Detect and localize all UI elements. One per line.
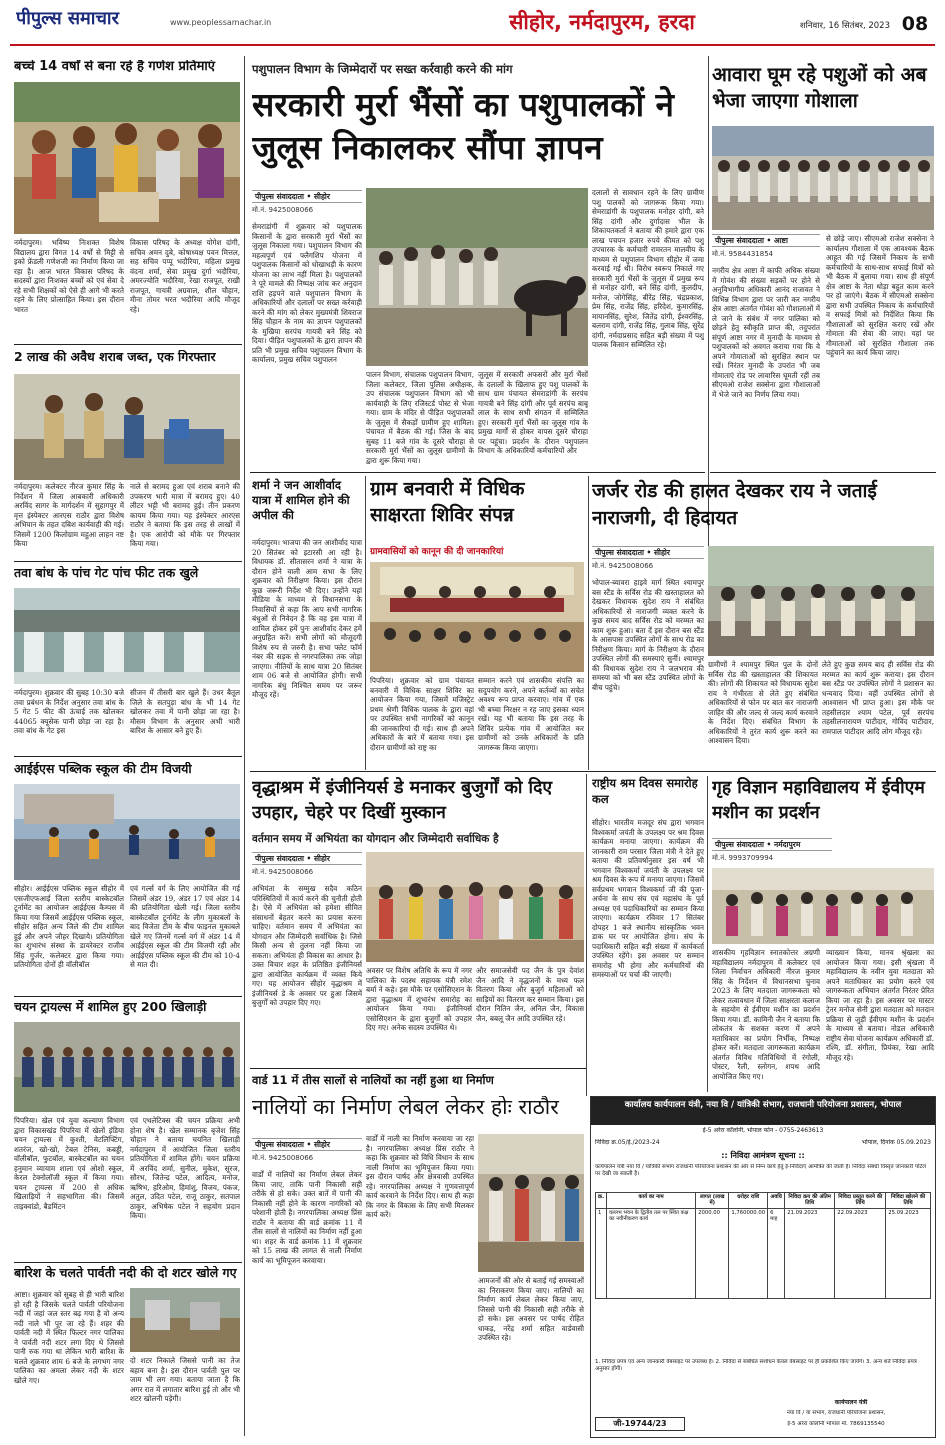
ganesh-photo	[14, 82, 240, 234]
masthead-logo	[16, 6, 166, 32]
ad-signer: कार्यपालन यंत्री	[834, 1399, 868, 1406]
liquor-photo	[14, 374, 240, 480]
home-sci-byline: पीपुल्स संवाददाता • नर्मदापुरम	[712, 838, 832, 851]
stray-photo	[712, 126, 934, 230]
home-sci-mobile: मो.नं. 9993709994	[712, 854, 774, 862]
dam-photo	[14, 588, 240, 684]
masthead-date: शनिवार, 16 सितंबर, 2023	[799, 21, 890, 31]
drains-body-col1: वार्डों में नालियों का निर्माण लेबल लेकर किया जाए, ताकि पानी निकासी सही तरीके से हो सके। उक्त बातें में पानी की निकासी नहीं होने के कारण नागरिकों को परेशानी होती है। नगरपालिका अध्यक्ष प्रिंस राठौर ने बताया की वार्ड क्रमांक 11 में तीस सालों से नालियों का निर्माण नहीं हुआ था। शहर के वार्ड क्रमांक 11 में शुक्रवार को 15 लाख की लागत से नाली निर्माण कार्य का भूमिपूजन करवाया।	[252, 1170, 362, 1265]
story-divider	[14, 1262, 242, 1263]
ad-table-cell: 1,760000.00	[729, 1208, 768, 1298]
ad-table-header: कार्य का नाम	[607, 1193, 696, 1209]
stray-body-col2: से छोड़े जाए। सीएमओ राजेश सक्सेना ने कार्यालय गौशाला में एक आवश्यक बैठक आहूत की गई जिसमें निकाय के सभी कर्मचारियों के साथ-साथ सफाई मित्रों को भी बैठक में बुलाया गया। साथ ही संपूर्ण क्षेत्र आष्टा के नेता थोड़ा बहुत काम करने पर हो जाएंगे। बैठक में सीएमओ सक्सेना द्वारा सभी उपस्थित निकाय के कर्मचारियों व सफाई मित्रों को निर्देशित किया कि गौशालाओं को सुरक्षित कराए रखें और गोमाता की सेवा की जाए। यहां पर गौमाताओं को सुरक्षित गौशाला तक पहुंचाने का कार्य किया जाए।	[826, 234, 934, 357]
column-divider	[586, 774, 587, 1096]
column-divider	[365, 476, 366, 770]
oldage-photo	[366, 852, 584, 962]
ganesh-body-col2: विकास परिषद के अध्यक्ष योगेश दांगी, सचिव अमन दुबे, कोषाध्यक्ष पवन मित्तल, सह सचिव पप्पू भदौरिया, महिला प्रमुख वंदना शर्मा, सेवा प्रमुख दुर्गा भदौरिया, अमरज्योति भदौरिया, रेखा राजपूत, राखी राजपूत, गायत्री अग्रवाल, शील चौहान, मीना तोमर भरत भदौरिया आदि मौजूद रहे।	[130, 238, 240, 314]
road-byline: पीपुल्स संवाददाता • सीहोर	[592, 546, 704, 559]
ad-notice-title: :: निविदा आमंत्रण सूचना ::	[721, 1151, 805, 1160]
trials-photo	[14, 1022, 240, 1112]
legal-subheadline: ग्रामवासियों को कानून की दी जानकारियां	[370, 547, 504, 557]
river-headline: बारिश के चलते पार्वती नदी की दो शटर खोले गए	[14, 1266, 237, 1280]
stray-byline: पीपुल्स संवाददाता • आष्टा	[712, 234, 820, 247]
oldage-mobile: मो.नं. 9425008066	[252, 868, 314, 876]
story-divider	[250, 771, 936, 772]
road-photo	[708, 546, 934, 656]
lead-body-col1: सेमराडांगी में शुक्रवार को पशुपालक किसानों के द्वारा सरकारी मुर्रा भैंसों का जुलूस निकाला गया। पशुपालन विभाग की महत्वपूर्ण एवं फ्लैगशिप योजना में पशुपालक किसानों को धोखाधड़ी के कारण योजना का लाभ नहीं मिला है। पशुपालकों ने पूरे मामले की निष्पक्ष जांच कर अनुदान राशि हड़पने वाले पशुपालन विभाग के अधिकारियों और दलालों पर सख्त कर्रवाही करने की मांग को लेकर मुख्यमंत्री शिवराज सिंह चौहान के नाम का ज्ञापन पशुपालकों के मुखिया सरपंच गायत्री बने सिंह को दिया। पीड़ित पशुपालकों के द्वारा ज्ञापन की प्रति भी प्रमुख सचिव पशुपालन विभाग के कार्यालय, प्रमुख सचिव पशुपालन	[252, 222, 362, 364]
ad-signer-addr: ई-5 अरेरा कॉलोनी भोपाल मो. 7869135540	[787, 1421, 885, 1427]
logo-text: पीपुल्स समाचार	[16, 8, 119, 29]
trials-headline: चयन ट्रायल्स में शामिल हुए 200 खिलाड़ी	[14, 1000, 207, 1014]
ad-signer-org: नया वि / यां संभाग, राजधानी परियोजना प्रशासन,	[786, 1410, 886, 1416]
dam-headline: तवा बांध के पांच गेट पांच फीट तक खुले	[14, 566, 199, 580]
labour-body: सीहोर। भारतीय मजदूर संघ द्वारा भगवान विश्वकर्मा जयंती के उपलक्ष्य पर श्रम दिवस कार्यक्रम मनाया जाएगा। कार्यक्रम की जानकारी राम परसार जिला मंत्री ने देते हुए बताया की प्रतिवर्षानुसार इस वर्ष भी भगवान विश्वकर्मा जयंती के उपलक्ष्य पर श्रम दिवस के रूप में मनाया जाएगा। जिसमें सर्वप्रथम भगवान विश्वकर्मा जी की पूजा-अर्चना के साथ संघ एवं महासंघ के पूर्व अध्यक्ष एवं पदाधिकारियों का सम्मान किया जाएगा। कार्यक्रम रविवार 17 सितंबर दोपहर 1 बजे स्थानीय सांस्कृतिक भवन डाक घर पर आयोजित होगा। संघ के पदाधिकारी सहित बड़ी संख्या में कार्यकर्ता उपस्थित रहेंगे। इस अवसर पर सम्मान समारोह भी होगा और कर्मचारियों की समस्याओं पर चर्चा की जाएगी।	[592, 818, 704, 979]
oldage-body-col2: अवसर पर विशेष अतिथि के रूप में नगर पालिका के पदस्थ सहायक यंत्री रमेश बर्मा ने कहे। इस मौके पर एसोसिएशन के द्वारा वृद्धाश्रम में शुभारंभ समारोह का आयोजन किया गया। इंजीनियर्स एसोसिएशन के द्वारा बुजुर्गों को उपहार दिए गए। अनेक सदस्य उपस्थित थे।	[366, 966, 472, 1032]
oldage-headline: वृद्धाश्रम में इंजीनियर्स डे मनाकर बुजुर्गों को दिए उपहार, चेहरे पर दिखीं मुस्कान	[252, 778, 553, 823]
labour-headline: राष्ट्रीय श्रम दिवस समारोह कल	[592, 776, 698, 806]
road-mobile: मो.नं. 9425008066	[592, 562, 654, 570]
trials-body-col2: एवं एथलेटिक्स की चयन प्रक्रिया अभी होना शेष है। खेल सम्मानक बृजेश सिंह चौहान ने बताया चयनित खिलाड़ी नर्मदापुरम में आयोजित जिला स्तरीय प्रतियोगिता में शामिल होंगे। चयन प्रक्रिया में अरविंद शर्मा, सुनील, मुकेश, सूरज, सौरभ, जितेन्द्र पटेल, आदित्य, मनोज, ऋषिभ, हरिओम, हिमांशु, विजय, पंकज, अतुल, उदित पटेल, राजू ठाकुर, सतपाल ठाकुर, अभिषेक पटेल ने सहयोग प्रदान किया।	[130, 1116, 240, 1220]
ad-table-cell: 6 माह	[768, 1208, 785, 1298]
road-headline: जर्जर रोड की हालत देखकर राय ने जताई नाराजगी, दी हिदायत	[592, 480, 877, 529]
stray-mobile: मो.नं. 9584431854	[712, 250, 774, 258]
drains-body-col3: आमजनों की ओर से बताई गई समस्याओं का निराकरण किया जाए। नालियों का निर्माण कार्य लेबल लेकर किया जाए, जिससे पानी की निकासी सही तरीके से हो सके। इस अवसर पर पार्षद रोहित धाकड़, नरेंद्र शर्मा सहित वार्डवासी उपस्थित रहे।	[478, 1276, 584, 1342]
story-divider	[14, 344, 242, 345]
ad-table-cell: 22.09.2023	[835, 1208, 886, 1298]
liquor-headline: 2 लाख की अवैध शराब जब्त, एक गिरफ्तार	[14, 350, 216, 364]
story-divider	[14, 756, 242, 757]
dam-body-col1: नर्मदापुरम। शुक्रवार की सुबह 10:30 बजे तवा प्रबंधन के निर्देश अनुसार तवा बांध के 5 गेट 5 फीट की ऊंचाई तक खोलकर 44065 क्यूसेक पानी छोड़ा जा रहा है। तवा बांध के गेट इस	[14, 688, 124, 735]
stray-headline: आवारा घूम रहे पशुओं को अब भेजा जाएगा गोशाला	[712, 63, 927, 113]
drains-photo	[478, 1134, 584, 1272]
ies-body-col1: सीहोर। आईईएस पब्लिक स्कूल सीहोर में एसजीएफआई जिला स्तरीय बास्केटबॉल टूर्नामेंट का आयोजन आईईएस कैम्पस में किया गया जिसमें आईईएस पब्लिक स्कूल, सीहोर सहित अन्य जिले की टीम शामिल हुई और अपने जौहर दिखाये। प्रतियोगिता का शुभारंभ संस्था के डायरेक्टर राजीव सिंह गुर्जर, कलेक्टर द्वारा किया गया। प्रतियोगिता दोनों ही वॉलीबॉल	[14, 884, 124, 969]
ad-table-cell: 1	[596, 1208, 607, 1298]
drains-byline: पीपुल्स संवाददाता • सीहोर	[252, 1138, 362, 1151]
lead-headline: सरकारी मुर्रा भैंसों का पशुपालकों ने जुलूस निकालकर सौंपा ज्ञापन	[252, 85, 674, 167]
lead-mobile: मो.नं. 9425008066	[252, 206, 314, 214]
column-divider	[244, 56, 245, 1436]
river-body-col1: आष्टा। शुक्रवार को सुबह से ही भारी बारिश हो रही है जिसके चलते पार्वती परियोजना नदी में जहां जल स्तर बढ़ गया है वो अन्य नदी नाले भी पूर जा रहे हैं। शहर की पार्वती नदी में स्थित फिल्टर नगर पालिका ने पार्वती नदी शटर लगा दिए थे जिससे पानी रुक गया था लेकिन भारी बारिश के चलते शुक्रवार शाम 6 बजे के लगभग नगर पालिका का अमला लेकर नदी के शटर खोले गए।	[14, 1290, 124, 1385]
masthead-url[interactable]: www.peoplessamachar.in	[170, 18, 272, 27]
lead-photo	[366, 188, 588, 366]
home-sci-headline: गृह विज्ञान महाविद्यालय में ईवीएम मशीन का प्रदर्शन	[712, 778, 925, 823]
river-photo	[130, 1288, 240, 1352]
sharma-headline: शर्मा ने जन आशीर्वाद यात्रा में शामिल होने की अपील की	[252, 478, 350, 522]
ganesh-body-col1: नर्मदापुरम। भविष्य निःशक्त विशेष विद्यालय द्वारा विगत 14 वर्षों से मिट्टी से इको फ्रेंडली गणेशजी का निर्माण किया जा रहा है। आज भारत विकास परिषद के सदस्यों द्वारा निःशक्त बच्चों को एवं सेवा दे रहे सभी शिक्षकों को ऐसे ही आगे भी करते रहने के लिए प्रोत्साहित किया। इस दौरान भारत	[14, 238, 124, 314]
ad-intro: कार्यपालन यंत्री नया वि / यांत्रिकी संभाग राजधानी परियोजना प्रशासन की ओर से निम्न कार्य हेतु ई-निविदाएं आमंत्रित की जाती हैं। निविदा संबंधी विस्तृत जानकारी पोर्टल पर देखी जा सकती है।	[595, 1164, 927, 1177]
story-divider	[14, 996, 242, 997]
stray-body-col1: नगरीय क्षेत्र आष्टा में काफी अधिक संख्या में गोवंश की संख्या सड़कों पर होने से अनुविभागीय अधिकारी आनंद राजावत ने विभिन्न विभाग द्वारा पर जारी कर नगरीय क्षेत्र आष्टा अंतर्गत गोवंश को गौशालाओं में ले जाने के संबंध में नगर पालिका को छोड़ने हेतु स्वीकृति प्राप्त की, तदुपरांत संपूर्ण आष्टा नगर में मुनादी के माध्यम से पशुपालकों को अवगत कराया गया कि वे अपने गोमाताओं को सुरक्षित स्थान पर रखें। निरंतर मुनादी के उपरांत भी जब गोमाताएं रोड पर लावारिस घूमती रहीं तब सीएमओ राजेश सक्सेना द्वारा गौशालाओं में भेजे जाने का निर्णय लिया गया।	[712, 266, 820, 399]
column-divider	[588, 476, 589, 770]
ad-table-cell: 21.09.2023	[785, 1208, 835, 1298]
masthead-rule	[10, 44, 935, 46]
legal-body-col2: सम्मान करने एवं शासकीय संपत्ति का सदुपयोग करने, अपने कर्तव्यों का सचेत अवश्य रूप प्राप्त करवाए। गांव में एक भी बच्चा निरक्षर न रह जाए इसका ध्यान रखें। यह भी बताया कि इस तरह के शिविर प्रत्येक गांव में आयोजित कर ग्रामीणों को उनके अधिकारों के प्रति जागरूक किया जाएगा।	[478, 676, 584, 752]
road-body-col3: लेते हुए कुछ समय बाद ही सर्विस रोड की मरम्मत का कार्य शुरू कराया। इस दौरान बस स्टैंड पर उपस्थित लोगों ने प्रशासन का धन्यवाद दिया। वहीं उपस्थित लोगों से आश्वासन भी प्राप्त हुआ। इस मौके पर तहसीलदार श्याम पटेल, पूर्व सरपंच तहसीलनारायण पाटीदार, गोविंद पाटीदार, रामपाल पाटीदार आदि लोग मौजूद रहे।	[822, 660, 934, 736]
drains-body-col2: वार्डों में नाली का निर्माण करवाया जा रहा है। नगरपालिका अध्यक्ष प्रिंस राठौर ने कहा कि शुक्रवार को विधि विधान के साथ नाली निर्माण का भूमिपूजन किया गया। इस दौरान पार्षद और क्षेत्रवासी उपस्थित रहे। नगरपालिका अध्यक्ष ने गुणवत्तापूर्ण कार्य करवाने के निर्देश दिए। साथ ही कहा कि नगर के विकास के लिए सभी मिलकर कार्य करें।	[366, 1134, 474, 1219]
ies-body-col2: एवं गर्ल्स वर्ग के लिए आयोजित की गई जिसमें अंडर 19, अंडर 17 एवं अंडर 14 की प्रतियोगिता खेली गई। जिला स्तरीय बास्केटबॉल टूर्नामेंट के लीग मुकाबलों के बाद विजेता टीम के बीच फाइनल मुकाबले खेले गए जिनमें गर्ल्स वर्ग में अंडर 14 में आईईएस स्कूल की टीम विजयी रही और आईईएस पब्लिक स्कूल की टीम को 10-4 से मात दी।	[130, 884, 240, 969]
home-sci-body-col2: व्याख्यान किया, मानव श्रृंखला का आयोजन किया गया। इसी श्रृंखला में महाविद्यालय के नवीन युवा मतदाता को अपने मताधिकार का प्रयोग करने एवं जागरूकता अभियान अंतर्गत निरंतर प्रेरित किया जा रहा है। इस अवसर पर मास्टर ट्रेनर मनोज सेनी द्वारा मतदाता को मतदान प्रक्रिया से जुड़ी ईवीएम मशीन के प्रदर्शन के माध्यम से बताया। नोडल अधिकारी राष्ट्रीय सेवा योजना कार्यक्रम अधिकारी डॉ. रश्मि, डॉ. संगीता, प्रियंका, रेखा आदि मौजूद रहे।	[826, 948, 934, 1062]
ad-table-header: निविदा खोलने की तिथि	[886, 1193, 931, 1209]
road-body-col1: भोपाल-ब्यावरा हाइवे मार्ग स्थित श्यामपुर बस स्टैंड के सर्विस रोड की खस्ताहालत को देखकर विधायक सुदेश राय ने संबंधित अधिकारियों से नाराजगी व्यक्त करने के कुछ समय बाद सर्विस रोड को मरम्मत का काम शुरू हुआ। बता दें इस दौरान बस स्टैंड के आसपास उपस्थित लोगों के साथ रोड का निरीक्षण किया। मार्ग के निरीक्षण के दौरान उपस्थित लोगों की समस्याएं सुनीं। श्यामपुर की विधायक सुदेश राय ने जलभराव की समस्या को भी बस स्टैंड उपस्थित लोगों के बीच पहुंचे।	[592, 578, 704, 692]
lead-body-col2: पालन विभाग, संचालक पशुपालन विभाग, जिला कलेक्टर, जिला पुलिस अधीक्षक, उप संचालक पशुपालन विभाग को भी कार्यवाही के लिए रजिस्टर्ड पोस्ट से भेजा गया। ग्राम के मंदिर से पीड़ित पशुपालकों के जुलूस में सैकड़ों ग्रामीण हुए शामिल। पंचायत में बैठक की गई। जिस के बाद सुबह 11 बजे गांव के दूसरे चौराहा से सरकारी मुर्रा भैंसों का जुलूस ग्रामीणों के द्वारा शुरू किया गया।	[366, 370, 474, 465]
lead-byline: पीपुल्स संवाददाता • सीहोर	[252, 190, 362, 203]
ad-table-header: निविदा प्रस्तुत करने की तिथि	[835, 1193, 886, 1209]
story-divider	[250, 472, 705, 473]
road-body-col2: ग्रामीणों ने श्यामपुर स्थित पुल के दोनों सर्विस रोड की खस्ताहालत की शिकायत की। लोगों की शिकायत को विधायक सुदेश राय ने गंभीरता से लेते हुए संबंधित अधिकारियों से फोन पर बात कर नाराजगी जाहिर की और जल्द से जल्द कार्य करवाने के निर्देश दिए। संबंधित विभाग के अधिकारियों ने तुरंत कार्य शुरू करने का आश्वासन दिया।	[708, 660, 818, 745]
ad-table	[595, 1192, 931, 1352]
ad-table-header: अवधि	[768, 1193, 785, 1209]
table-row	[596, 1208, 931, 1298]
story-divider	[14, 561, 242, 562]
oldage-body-col1: अभियंता के सम्मुख सदैव कठिन परिस्थितियों में कार्य करने की चुनौती होती है। ऐसे में अभियंता को हमेशा सीमित संसाधनों बेहतर करने का प्रयास करना चाहिए। वर्तमान समय में अभियंता का योगदान और जिम्मेदारी सर्वाधिक है। जिसे किसी अन्य से तुलना नहीं किया जा सकता। अभियंता ही विकास का आधार है। उक्त विचार शहर के प्रतिष्ठित इंजीनियर्स द्वारा आयोजित कार्यक्रम में व्यक्त किये गए। यह आयोजन सीहोर वृद्धाश्रम में इंजीनियर्स डे के अवसर पर हुआ जिसमें बुजुर्गों को उपहार दिए गए।	[252, 884, 362, 1007]
ad-table-header-row	[596, 1193, 931, 1209]
trials-body-col1: पिपरिया। खेल एवं युवा कल्याण विभाग द्वारा विकासखंड पिपरिया में खेलों इंडिया चयन ट्रायल्स में कुश्ती, वेटलिफ्टिंग, शतरंज, खो-खो, टेबल टेनिस, कबड्डी, वॉलीबॉल, फुटबॉल, बास्केटबॉल का चयन हनुमान व्यायाम शाला एवं ओशो स्कूल, केरल टेक्नोलॉजी स्कूल में किया गया। चयन ट्रायल्स में 200 से अधिक खिलाड़ियों ने सहभागिता की। जिसमें ताइक्वांडो, बैडमिंटन	[14, 1116, 124, 1211]
ganesh-headline: बच्चे 14 वर्षों से बना रहे है गणेश प्रतिमाएं	[14, 60, 215, 74]
ad-table-cell: वल्लभ भवन के द्वितीय तल पर स्थित कक्ष का नवीनीकरण कार्य	[607, 1208, 696, 1298]
lead-body-col4: दलालों से सावधान रहने के लिए ग्रामीण पशु पालकों को जागरूक किया गया। सेमराडांगी के पशुपालक मनोहर दांगी, बने सिंह दांगी और दुर्गादास भील के शिकायतकर्ता ने बताया की हमारे द्वारा एक लाख पचपन हजार रुपये कीमत को पशु उपचारक के कर्मचारी रामरतन मालवीय के माध्यम से पशुपालन विभाग सीहोर में जमा करवाई गई थी। विरोध स्वरूप निकाले गए सरकारी मुर्रा भैंसों के जुलूस में प्रमुख रूप से मनोहर दांगी, बने सिंह दांगी, कुलदीप, मनोज, जोगेसिंह, बीरेंद्र सिंह, चंद्रप्रकाश, प्रेम सिंह, राजेंद्र सिंह, हरिदेश, कुमारसिंह, मायानसिंह, सुरेश, जितेंद्र दांगी, ईश्वरसिंह, बलराम दांगी, राजेंद्र सिंह, गुलाब सिंह, सुरेंद्र दांगी, नर्मदाप्रसाद सहित बड़ी संख्या में पशु पालक किसान सम्मिलित रहे।	[592, 188, 704, 349]
drains-mobile: मो.नं. 9425008066	[252, 1154, 314, 1162]
story-divider	[250, 1068, 586, 1069]
ad-title: कार्यालय कार्यपालन यंत्री, नया वि / यांत्रिकी संभाग, राजधानी परियोजना प्रशासन, भोपाल	[591, 1097, 935, 1125]
lead-kicker: पशुपालन विभाग के जिम्मेदारों पर सख्त कर्रवाही करने की मांग	[252, 62, 513, 76]
liquor-body-col2: नाले से बरामद हुआ एवं शराब बनाने की उपकरण भारी मात्रा में बरामद हुए। 40 लीटर भट्टी भी बरामद हुई। तीन प्रकरण कायम किया गया। यह इंस्पेक्टर आरएस राठौर ने बताया कि इस तरह से लाखों में है। एक आरोपी को मौके पर गिरफ्तार किया गया।	[130, 482, 240, 548]
ad-table-header: लागत (लाख में)	[696, 1193, 729, 1209]
oldage-body-col3: और समाजसेवी पद जैन के पुत्र देवांश जैन आदि ने वृद्धजनों के मध्य फल वितरण किया और बुजुर्ग महिलाओं को साड़ियों का वितरण कर सम्मान किया। इस दौरान नितिन जैन, अनिल जैन, विकास जैन, बबलू जैन आदि उपस्थित रहे।	[476, 966, 584, 1023]
home-sci-body-col1: शासकीय गृहविज्ञान स्नातकोत्तर अग्रणी महाविद्यालय नर्मदापुरम में कलेक्टर एवं जिला निर्वाचन अधिकारी नीरज कुमार सिंह के निर्देशन में विधानसभा चुनाव 2023 के लिए मतदाता जागरूकता को लेकर तत्वावधान में जिला साक्षरता कलाज के सहयोग से ईवीएम मशीन का प्रदर्शन किया गया। डॉ. कामिनी जैन ने बताया कि लोकतंत्र के सशक्त करण में अपने मताधिकार का प्रयोग निर्भीक, निष्पक्ष होकर करें। मतदाता जागरूकता कार्यक्रम अंतर्गत विविध गतिविधियों में रंगोली, पोस्टर, रैली, स्लोगन, शपथ आदि आयोजित किए गए।	[712, 948, 820, 1081]
column-divider	[707, 776, 708, 1092]
ad-subline: ई-5 अरेरा कॉलोनी, भोपाल फोन - 0755-2463613	[702, 1127, 824, 1134]
home-sci-photo	[712, 868, 934, 944]
ad-table-cell: 2000.00	[696, 1208, 729, 1298]
ad-code: जी-19744/23	[595, 1417, 685, 1431]
drains-headline: नालियों का निर्माण लेबल लेकर होः राठौर	[252, 1096, 559, 1119]
ies-headline: आईईएस पब्लिक स्कूल की टीम विजयी	[14, 762, 192, 776]
ad-table-header: क्र.	[596, 1193, 607, 1209]
sharma-body: नर्मदापुरम। भाजपा की जन आशीर्वाद यात्रा 20 सितंबर को इटारसी आ रही है। विधायक डॉ. सीतासरन शर्मा ने यात्रा के दौरान होने वाली आम सभा के लिए शुक्रवार को निरीक्षण किया। इस दौरान कुछ जरूरी निर्देश भी दिए। उन्होंने यहां मीडिया के माध्यम से विधानसभा के निवासियों से कहा कि आप सभी नागरिक बंधुओं से निवेदन है कि वह इस यात्रा में शामिल होकर हमें पुनः आशीर्वाद देकर हमें अनुग्रहित करें। सभी लोगों को मौजूदगी विशेष रुप से जरुरी है। सभा फ्लेट फॉर्म नंबर की सड़क से नगरपालिका तक जोड़ा जाएगा। नीतियों के साथ यात्रा 20 सितंबर शाम 06 बजे से आयोजित होगी। सभी नागरिक बंधु निश्चित समय पर जरूर मौजूद रहें।	[252, 538, 362, 699]
ad-table-header: धरोहर राशि	[729, 1193, 768, 1209]
ies-photo	[14, 784, 240, 880]
ad-date: भोपाल, दिनांक 05.09.2023	[861, 1139, 931, 1146]
masthead	[0, 0, 945, 48]
ad-table-cell: 25.09.2023	[886, 1208, 931, 1298]
page-number: 08	[901, 13, 929, 35]
dam-body-col2: सीजन में तीसरी बार खुले हैं। उधर बैतूल जिले के सतपुड़ा बांध के भी 14 गेट खोलकर तवा में पानी छोड़ा जा रहा है। मौसम विभाग के अनुसार अभी भारी बारिश के आसार बने हुए हैं।	[130, 688, 240, 735]
legal-headline: ग्राम बनवारी में विधिक साक्षरता शिविर संपन्न	[370, 478, 525, 527]
tender-notice-ad	[590, 1096, 936, 1438]
legal-body-col1: पिपरिया। शुक्रवार को ग्राम पंचायत बनवारी में विधिक साक्षर शिविर का आयोजन किया गया, जिसमें मजिस्ट्रेट प्रथम श्रेणी विधिक पालक के द्वारा वहां पर उपस्थित सभी नागरिकों को कानून की जानकारियां दी गई। साथ ही अपने अधिकारों के बारे में बताया गया। इस दौरान ग्रामीणों को राष्ट्र का	[370, 676, 474, 752]
ad-notice-no: निविदा क्र.05/ई./2023-24	[595, 1139, 660, 1146]
liquor-body-col1: नर्मदापुरम। कलेक्टर नीरज कुमार सिंह के निर्देशन में जिला आबकारी अधिकारी अरविंद सागर के मार्गदर्शन में सुहागपुर में वृत्त इंस्पेक्टर आरएस राठौर द्वारा विशेष अभियान के तहत दबिश कार्यवाही की गई। जिसमें 1200 किलोग्राम महुआ लाहन नष्ट किया	[14, 482, 124, 548]
ad-table-header: निविदा क्रय की अंतिम तिथि	[785, 1193, 835, 1209]
legal-photo	[370, 562, 584, 672]
ad-notes: 1. निविदा प्रपत्र एवं अन्य जानकारी वेबसाइट पर उपलब्ध है। 2. निविदा से संबंधित संशोधन केवल वेबसाइट पर ही प्रकाशित किए जायेंगे। 3. अन्य शर्तें निविदा प्रपत्र अनुसार होंगी।	[595, 1359, 917, 1372]
river-body-col2: दो शटर निकाले जिससे पानी का तेज बहाव बना है। इस दौरान पार्वती पुल पर जाम भी लग गया। बताया जाता है कि अगर रात में लगातार बारिश हुई तो और भी शटर खोलनी पड़ेगी।	[130, 1356, 240, 1403]
story-divider	[710, 472, 936, 473]
masthead-regions: सीहोर, नर्मदापुरम, हरदा	[509, 10, 695, 34]
oldage-byline: पीपुल्स संवाददाता • सीहोर	[252, 852, 362, 865]
oldage-subheadline: वर्तमान समय में अभियंता का योगदान और जिम्मेदारी सर्वाधिक है	[252, 833, 499, 845]
drains-kicker: वार्ड 11 में तीस सालों से नालियों का नहीं हुआ था निर्माण	[252, 1074, 494, 1087]
lead-body-col3: जुलूस में सरकारी अफसरों और मुर्रा भैंसों के दलालों के खिलाफ हुए पशु पालकों के साथ ग्राम पंचायत सेमराडांगी के सरपंच गायत्री बने सिंह दांगी और पूर्व सरपंच बाबू लाल के साथ सभी संगठन में सम्मिलित हुए। सरकारी मुर्रा भैंसों का जुलूस गांव के प्रमुख मार्गों से होकर वापस दूसरे चौराहा पर पहुंचा। प्रदर्शन के दौरान पशुपालन विभाग के अधिकारियों कर्मचारियों और	[478, 370, 588, 455]
